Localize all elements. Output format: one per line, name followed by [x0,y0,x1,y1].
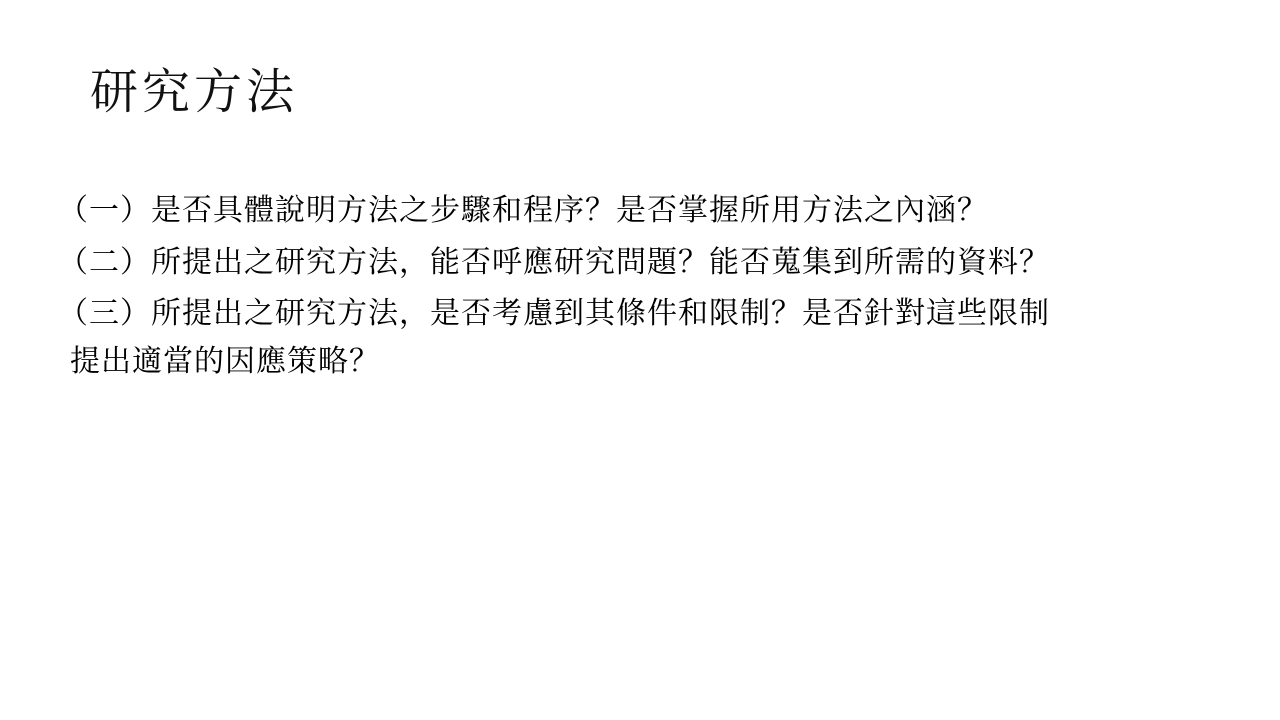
slide-body [58,188,1258,390]
body-line-3-continuation: 提出適當的因應策略？ [70,343,380,379]
page-title: 研究方法 [90,64,299,120]
body-line-3: （三）所提出之研究方法，是否考慮到其條件和限制？是否針對這些限制 [58,296,1050,332]
body-line-1: （一）是否具體說明方法之步驟和程序？是否掌握所用方法之內涵？ [58,193,988,228]
body-line-2: （二）所提出之研究方法，能否呼應研究問題？能否蒐集到所需的資料？ [58,244,1050,280]
